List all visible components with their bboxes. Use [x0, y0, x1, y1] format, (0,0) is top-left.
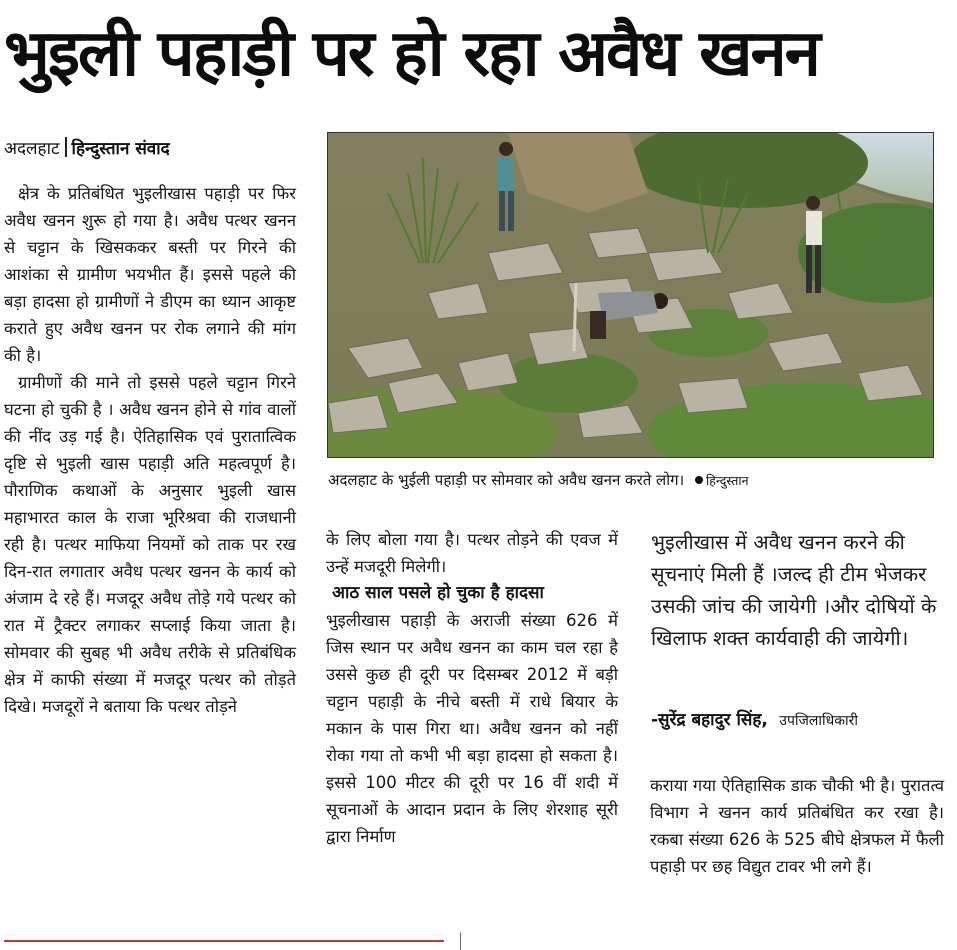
paragraph: क्षेत्र के प्रतिबंधित भुइलीखास पहाड़ी पर फिर अवैध खनन शुरू हो गया है। अवैध पत्थर खनन से चट्टान के खिसककर बस्ती पर गिरने की आशंका से ग्रामीण भयभीत हैं। इससे पहले की बड़ा हादसा हो ग्रामीणों ने डीएम का ध्यान आकृष्ट कराते हुए अवैध खनन पर रोक लगाने की मांग की है। — [4, 184, 296, 365]
quote-author-title: उपजिलाधिकारी — [779, 713, 859, 729]
paragraph: के लिए बोला गया है। पत्थर तोड़ने की एवज में उन्हें मजदूरी मिलेगी। — [326, 530, 618, 576]
bullet-icon — [695, 476, 703, 484]
paragraph: भुइलीखास पहाड़ी के अराजी संख्या 626 में जिस स्थान पर अवैध खनन का काम चल रहा है उससे कुछ ही दूरी पर दिसम्बर 2012 में बड़ी चट्टान पहाड़ी के नीचे बस्ती में राधे बियार के मकान के पास गिरा था। अवैध खनन को नहीं रोका गया तो कभी भी बड़ा हादसा हो सकता है। इससे 100 मीटर की दूरी पर 16 वीं शदी में सूचनाओं के आदान प्रदान के लिए शेरशाह सूरी द्वारा निर्माण — [326, 611, 618, 846]
mining-site-photo — [328, 133, 933, 457]
dateline-source: हिन्दुस्तान संवाद — [71, 139, 170, 159]
photo-caption — [328, 467, 932, 494]
article-column-3 — [650, 772, 944, 880]
quote-author: -सुरेंद्र बहादुर सिंह, — [651, 710, 768, 730]
article-column-1 — [4, 180, 296, 720]
photo-credit-text: हिन्दुस्तान — [705, 473, 749, 488]
subheading: आठ साल पसले हो चुका है हादसा — [332, 583, 544, 603]
column-divider — [460, 932, 461, 950]
dateline-place: अदलहाट — [4, 139, 60, 159]
photo-credit — [695, 473, 749, 488]
caption-text: अदलहाट के भुईली पहाड़ी पर सोमवार को अवैध खनन करते लोग। — [328, 471, 685, 489]
paragraph: कराया गया ऐतिहासिक डाक चौकी भी है। पुरातत्व विभाग ने खनन कार्य प्रतिबंधित कर रखा है। रकबा संख्या 626 के 525 बीघे क्षेत्रफल में फैली पहाड़ी पर छह विद्युत टावर भी लगे हैं। — [650, 776, 944, 876]
pull-quote: भुइलीखास में अवैध खनन करने की सूचनाएं मिली हैं ।जल्द ही टीम भेजकर उसकी जांच की जायेगी ।और दोषियों के खिलाफ शक्त कार्यवाही की जायेगी। — [651, 530, 937, 650]
headline: भुइली पहाड़ी पर हो रहा अवैध खनन — [4, 17, 819, 91]
bottom-rule — [4, 940, 444, 942]
news-photo — [327, 132, 934, 458]
paragraph: ग्रामीणों की माने तो इससे पहले चट्टान गिरने घटना हो चुकी है । अवैध खनन होने से गांव वालों की नींद उड़ गई है। ऐतिहासिक एवं पुरातात्विक दृष्टि से भुइली खास पहाड़ी अति महत्वपूर्ण है। पौराणिक कथाओं के अनुसार भुइली खास महाभारत काल के राजा भूरिश्रवा की राजधानी रही है। पत्थर माफिया नियमों को ताक पर रख दिन-रात लगातार अवैध पत्थर खनन के कार्य को अंजाम दे रहे हैं। मजदूर अवैध तोड़े गये पत्थर को रात में ट्रैक्टर लगाकर सप्लाई किया जाता है।सोमवार की सुबह भी अवैध तरीके से प्रतिबंधिक क्षेत्र में काफी संख्या में मजदूर पत्थर को तोड़ते दिखे। मजदूरों ने बताया कि पत्थर तोड़ने — [4, 373, 296, 716]
quote-attribution — [651, 706, 943, 735]
dateline-divider — [65, 137, 67, 157]
dateline — [4, 134, 170, 164]
article-column-2 — [326, 526, 618, 850]
